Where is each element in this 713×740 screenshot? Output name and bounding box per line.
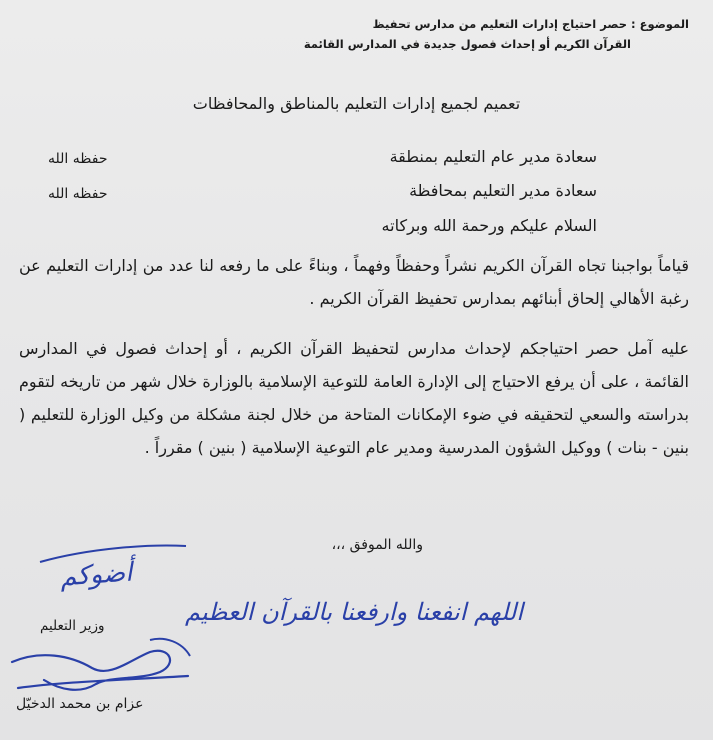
subject-label: الموضوع : xyxy=(631,17,689,31)
handwritten-prayer: اللهم انفعنا وارفعنا بالقرآن العظيم xyxy=(185,598,523,626)
addressee-2: سعادة مدير التعليم بمحافظة xyxy=(409,181,597,200)
addressee-2-honorific: حفظه الله xyxy=(48,186,108,202)
subject-line-2: القرآن الكريم أو إحداث فصول جديدة في المدارس القائمة xyxy=(303,37,631,51)
subject-line-1: حصر احتياج إدارات التعليم من مدارس تحفيظ xyxy=(372,17,628,31)
paragraph-2: عليه آمل حصر احتياجكم لإحداث مدارس لتحفيظ القرآن الكريم ، أو إحداث فصول في المدارس القائمة ، على أن يرفع الاحتياج إلى الإدارة العامة للتوعية الإسلامية بالوزارة خلال شهر من تاريخه لتقوم بدراسته والسعي لتحقيقه في ضوء الإمكانات المتاحة من خلال لجنة مشكلة من وكيل الوزارة للتعليم ( بنين - بنات ) ووكيل الشؤون المدرسية ومدير عام التوعية الإسلامية ( بنين ) مقرراً . xyxy=(19,339,689,457)
addressee-1-honorific: حفظه الله xyxy=(48,151,108,167)
approval-underline xyxy=(40,546,186,562)
circular-title: تعميم لجميع إدارات التعليم بالمناطق والمحافظات xyxy=(192,94,521,113)
signature-flourish xyxy=(150,639,190,656)
paragraph-1: قياماً بواجبنا تجاه القرآن الكريم نشراً وحفظاً وفهماً ، وبناءً على ما رفعه لنا عدد من إدارات التعليم عن رغبة الأهالي إلحاق أبنائهم بمدارس تحفيظ القرآن الكريم . xyxy=(19,256,689,308)
handwritten-approval: أضوكم xyxy=(59,557,134,593)
signature-scribble xyxy=(12,651,188,690)
addressee-1: سعادة مدير عام التعليم بمنطقة xyxy=(389,147,597,166)
greeting: السلام عليكم ورحمة الله وبركاته xyxy=(381,216,597,235)
signatory-title: وزير التعليم xyxy=(40,618,105,634)
closing-line: والله الموفق ،،، xyxy=(331,537,423,553)
signatory-name: عزام بن محمد الدخيّل xyxy=(16,696,144,712)
